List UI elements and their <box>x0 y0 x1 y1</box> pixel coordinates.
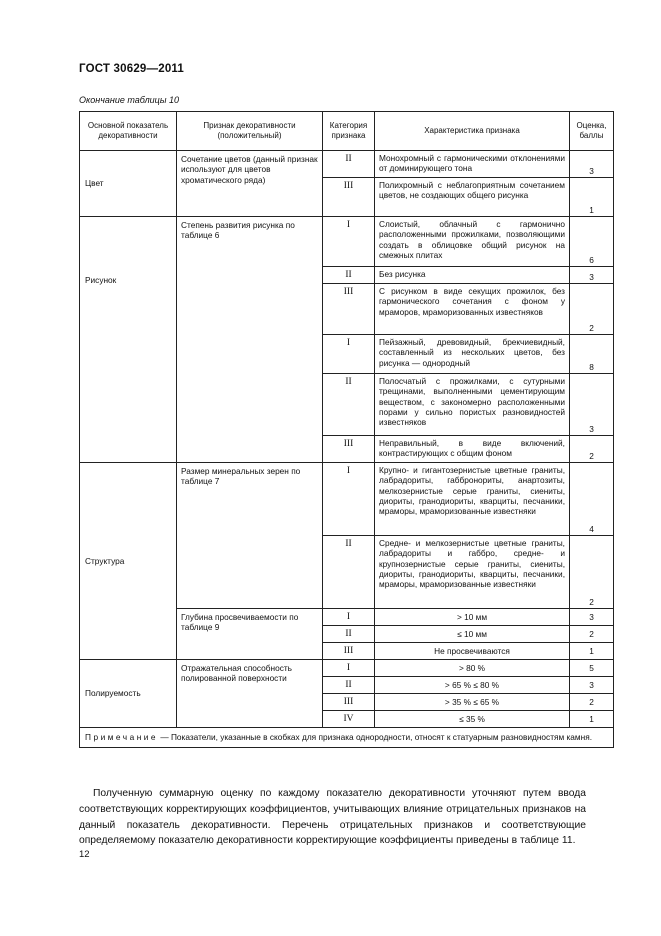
characteristic-cell: Монохромный с гармоническими отклонениями от доминирующего тона <box>375 151 570 178</box>
score-cell: 1 <box>570 178 614 217</box>
category-cell: III <box>323 284 375 335</box>
indicator-pattern-label: Рисунок <box>85 275 117 285</box>
category-cell: I <box>323 335 375 374</box>
category-cell: II <box>323 626 375 643</box>
category-cell: I <box>323 217 375 267</box>
score-cell: 2 <box>570 284 614 335</box>
note-label: Примечание <box>85 732 159 742</box>
characteristic-cell: ≤ 35 % <box>375 711 570 728</box>
category-cell: I <box>323 463 375 536</box>
category-cell: II <box>323 677 375 694</box>
score-cell: 3 <box>570 609 614 626</box>
score-cell: 3 <box>570 267 614 284</box>
feature-translucency: Глубина просвечиваемости по таблице 9 <box>177 609 323 660</box>
score-cell: 1 <box>570 711 614 728</box>
score-cell: 2 <box>570 694 614 711</box>
characteristic-cell: > 80 % <box>375 660 570 677</box>
header-feature: Признак декоративности (положительный) <box>177 112 323 151</box>
category-cell: III <box>323 178 375 217</box>
table-note-row <box>80 728 614 748</box>
header-characteristic: Характеристика признака <box>375 112 570 151</box>
category-cell: III <box>323 694 375 711</box>
category-cell: III <box>323 643 375 660</box>
feature-color: Сочетание цветов (данный признак используют для цветов хроматического ряда) <box>177 151 323 217</box>
score-cell: 3 <box>570 374 614 436</box>
table-row <box>80 463 614 536</box>
table-header-row <box>80 112 614 151</box>
characteristic-cell: Полихромный с неблагоприятным сочетанием цветов, не создающих общего рисунка <box>375 178 570 217</box>
table-row <box>80 660 614 677</box>
score-cell: 4 <box>570 463 614 536</box>
indicator-pattern <box>80 217 177 463</box>
characteristic-cell: Без рисунка <box>375 267 570 284</box>
category-cell: III <box>323 436 375 463</box>
characteristic-cell: > 65 % ≤ 80 % <box>375 677 570 694</box>
characteristic-cell: Крупно- и гигантозернистые цветные граниты, лабрадориты, габбронориты, анартозиты, мелкозернистые серые граниты, сиениты, диориты, гранодиориты, кварциты, песчаники, мраморы, мраморизованные известняки <box>375 463 570 536</box>
category-cell: IV <box>323 711 375 728</box>
feature-reflect: Отражательная способность полированной поверхности <box>177 660 323 728</box>
score-cell: 6 <box>570 217 614 267</box>
table-row <box>80 151 614 178</box>
characteristic-cell: Неправильный, в виде включений, контрастирующих с общим фоном <box>375 436 570 463</box>
characteristic-cell: Полосчатый с прожилками, с сутурными трещинами, выполненными цементирующим веществом, с закономерно расположенными порами у сильно пористых разновидностей известняков <box>375 374 570 436</box>
table-row <box>80 217 614 267</box>
score-cell: 2 <box>570 436 614 463</box>
score-cell: 3 <box>570 151 614 178</box>
document-header: ГОСТ 30629—2011 <box>79 63 184 75</box>
body-paragraph: Полученную суммарную оценку по каждому показателю декоративности уточняют путем ввода соответствующих корректирующих коэффициентов, учитывающих влияние отрицательных признаков на данный показатель декоративности. Перечень отрицательных признаков и соответствующие определяемому показателю декоративности корректирующие коэффициенты приведены в таблице 11. <box>79 788 586 847</box>
category-cell: II <box>323 151 375 178</box>
category-cell: I <box>323 609 375 626</box>
characteristic-cell: > 35 % ≤ 65 % <box>375 694 570 711</box>
decorativeness-table <box>79 111 614 748</box>
category-cell: II <box>323 267 375 284</box>
indicator-color: Цвет <box>80 151 177 217</box>
feature-pattern-degree: Степень развития рисунка по таблице 6 <box>177 217 323 463</box>
page-number: 12 <box>79 849 90 860</box>
header-indicator: Основной показатель декоративности <box>80 112 177 151</box>
characteristic-cell: > 10 мм <box>375 609 570 626</box>
score-cell: 8 <box>570 335 614 374</box>
characteristic-cell: Средне- и мелкозернистые цветные граниты, лабрадориты и габбро, средне- и крупнозернистые серые граниты, сиениты, диориты, гранодиориты, кварциты, песчаники, мраморы, мраморизованные известняки <box>375 536 570 609</box>
header-score: Оценка, баллы <box>570 112 614 151</box>
score-cell: 2 <box>570 536 614 609</box>
characteristic-cell: С рисунком в виде секущих прожилок, без гармонического сочетания с фоном у мраморов, мраморизованных известняков <box>375 284 570 335</box>
category-cell: II <box>323 374 375 436</box>
table-note <box>80 728 614 748</box>
note-text: — Показатели, указанные в скобках для признака однородности, относят к статуарным разновидностям камня. <box>158 732 593 742</box>
score-cell: 2 <box>570 626 614 643</box>
category-cell: I <box>323 660 375 677</box>
score-cell: 1 <box>570 643 614 660</box>
table-caption: Окончание таблицы 10 <box>79 95 179 105</box>
feature-grain-size: Размер минеральных зерен по таблице 7 <box>177 463 323 609</box>
category-cell: II <box>323 536 375 609</box>
header-category: Категория признака <box>323 112 375 151</box>
score-cell: 3 <box>570 677 614 694</box>
characteristic-cell: ≤ 10 мм <box>375 626 570 643</box>
characteristic-cell: Слоистый, облачный с гармонично расположенными прожилками, позволяющими создать в облицовке общий рисунок на смежных плитах <box>375 217 570 267</box>
indicator-polish: Полируемость <box>80 660 177 728</box>
score-cell: 5 <box>570 660 614 677</box>
indicator-structure: Структура <box>80 463 177 660</box>
characteristic-cell: Не просвечиваются <box>375 643 570 660</box>
characteristic-cell: Пейзажный, древовидный, брекчиевидный, составленный из нескольких цветов, без рисунка — однородный <box>375 335 570 374</box>
